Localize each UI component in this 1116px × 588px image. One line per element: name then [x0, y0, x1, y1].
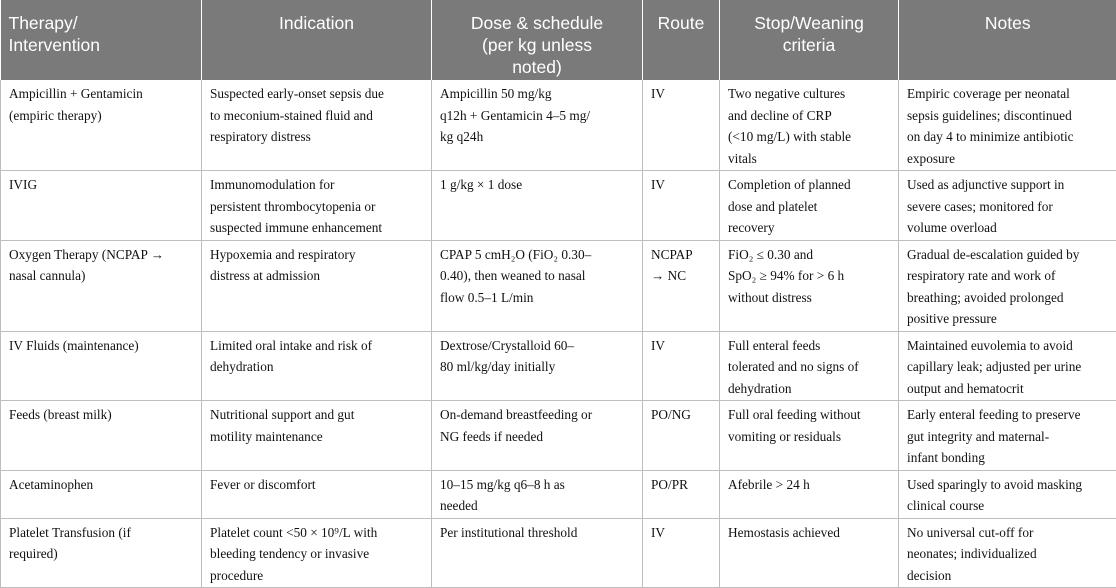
table-row — [1, 401, 1116, 471]
header-route: Route — [643, 0, 720, 80]
cell-route: NCPAP → NC — [643, 240, 720, 331]
cell-indication: Limited oral intake and risk of dehydration — [202, 331, 432, 401]
cell-route: IV — [643, 331, 720, 401]
cell-notes: Empiric coverage per neonatal sepsis guidelines; discontinued on day 4 to minimize antibiotic exposure — [899, 80, 1116, 171]
header-therapy: Therapy/ Intervention — [1, 0, 202, 80]
cell-indication: Suspected early-onset sepsis due to meconium-stained fluid and respiratory distress — [202, 80, 432, 171]
cell-notes: No universal cut-off for neonates; individualized decision — [899, 518, 1116, 588]
table-body — [1, 80, 1116, 588]
cell-notes: Used as adjunctive support in severe cases; monitored for volume overload — [899, 171, 1116, 241]
cell-therapy: IVIG — [1, 171, 202, 241]
cell-route: PO/PR — [643, 470, 720, 518]
cell-stop-criteria: Hemostasis achieved — [720, 518, 899, 588]
cell-therapy: Acetaminophen — [1, 470, 202, 518]
header-indication: Indication — [202, 0, 432, 80]
header-row — [1, 0, 1116, 80]
table-row — [1, 240, 1116, 331]
table-row — [1, 470, 1116, 518]
header-notes: Notes — [899, 0, 1116, 80]
cell-stop-criteria: Two negative cultures and decline of CRP (<10 mg/L) with stable vitals — [720, 80, 899, 171]
cell-dose: CPAP 5 cmH₂O (FiO₂ 0.30– 0.40), then weaned to nasal flow 0.5–1 L/min — [432, 240, 643, 331]
cell-notes: Gradual de-escalation guided by respiratory rate and work of breathing; avoided prolonged positive pressure — [899, 240, 1116, 331]
cell-indication: Fever or discomfort — [202, 470, 432, 518]
cell-therapy: Feeds (breast milk) — [1, 401, 202, 471]
table-row — [1, 80, 1116, 171]
table-header — [1, 0, 1116, 80]
cell-dose: Dextrose/Crystalloid 60– 80 ml/kg/day initially — [432, 331, 643, 401]
cell-therapy: Oxygen Therapy (NCPAP → nasal cannula) — [1, 240, 202, 331]
cell-notes: Maintained euvolemia to avoid capillary leak; adjusted per urine output and hematocrit — [899, 331, 1116, 401]
cell-therapy: Platelet Transfusion (if required) — [1, 518, 202, 588]
cell-stop-criteria: Afebrile > 24 h — [720, 470, 899, 518]
cell-route: IV — [643, 171, 720, 241]
cell-notes: Early enteral feeding to preserve gut integrity and maternal- infant bonding — [899, 401, 1116, 471]
cell-stop-criteria: Full enteral feeds tolerated and no signs of dehydration — [720, 331, 899, 401]
table-row — [1, 331, 1116, 401]
cell-dose: Ampicillin 50 mg/kg q12h + Gentamicin 4–5 mg/ kg q24h — [432, 80, 643, 171]
header-stop-weaning: Stop/Weaning criteria — [720, 0, 899, 80]
cell-route: IV — [643, 80, 720, 171]
cell-indication: Platelet count <50 × 10⁹/L with bleeding tendency or invasive procedure — [202, 518, 432, 588]
cell-notes: Used sparingly to avoid masking clinical course — [899, 470, 1116, 518]
cell-dose: 10–15 mg/kg q6–8 h as needed — [432, 470, 643, 518]
cell-stop-criteria: Completion of planned dose and platelet recovery — [720, 171, 899, 241]
cell-indication: Hypoxemia and respiratory distress at admission — [202, 240, 432, 331]
cell-indication: Nutritional support and gut motility maintenance — [202, 401, 432, 471]
table-row — [1, 518, 1116, 588]
header-dose-schedule: Dose & schedule (per kg unless noted) — [432, 0, 643, 80]
cell-dose: 1 g/kg × 1 dose — [432, 171, 643, 241]
cell-therapy: IV Fluids (maintenance) — [1, 331, 202, 401]
cell-route: IV — [643, 518, 720, 588]
table-row — [1, 171, 1116, 241]
cell-therapy: Ampicillin + Gentamicin (empiric therapy) — [1, 80, 202, 171]
cell-indication: Immunomodulation for persistent thrombocytopenia or suspected immune enhancement — [202, 171, 432, 241]
cell-dose: On-demand breastfeeding or NG feeds if needed — [432, 401, 643, 471]
cell-stop-criteria: FiO₂ ≤ 0.30 and SpO₂ ≥ 94% for > 6 h without distress — [720, 240, 899, 331]
cell-route: PO/NG — [643, 401, 720, 471]
cell-stop-criteria: Full oral feeding without vomiting or residuals — [720, 401, 899, 471]
cell-dose: Per institutional threshold — [432, 518, 643, 588]
